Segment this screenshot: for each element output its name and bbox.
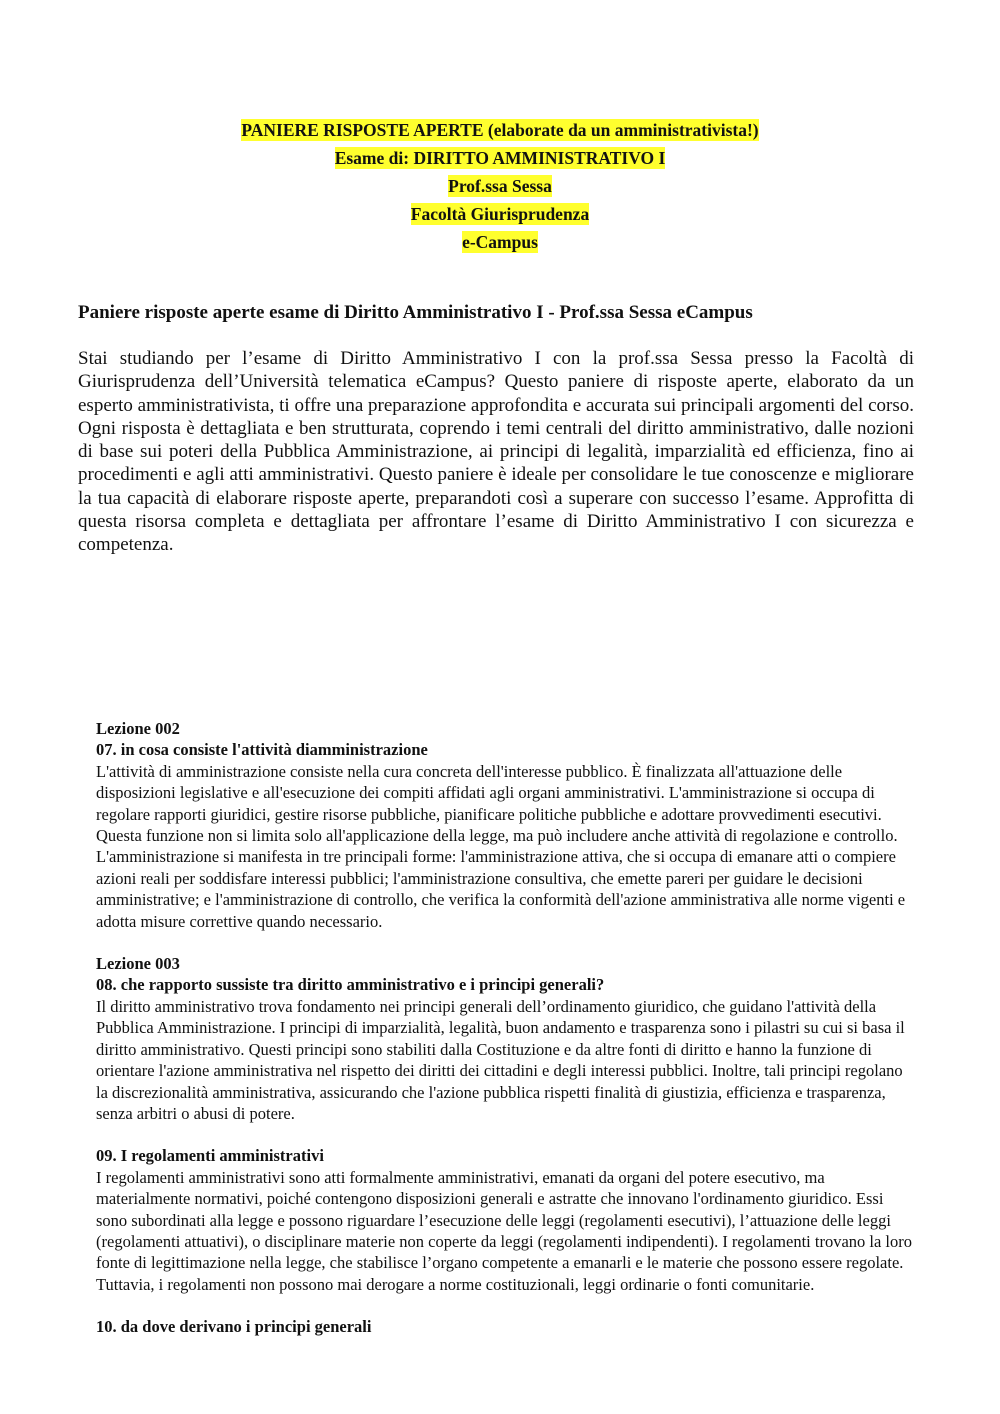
question-title: 08. che rapporto sussiste tra diritto amministrativo e i principi generali? (96, 975, 605, 995)
document-header (0, 116, 1000, 256)
answer-text: Il diritto amministrativo trova fondamento nei principi generali dell’ordinamento giuridico, che guidano l'attività della Pubblica Amministrazione. I principi di imparzialità, legalità, buon andamento e trasparenza sono i pilastri su cui si basa il diritto amministrativo. Questi principi sono stabiliti dalla Costituzione e da altre fonti di diritto e hanno la funzione di orientare l'azione amministrativa nel rispetto dei diritti dei cittadini e degli interessi pubblici. Inoltre, tali principi regolano la discrezionalità amministrativa, assicurando che l'azione pubblica rispetti finalità di giustizia, efficienza e trasparenza, senza arbitri o abusi di potere. (96, 996, 905, 1123)
intro-title: Paniere risposte aperte esame di Diritto Amministrativo I - Prof.ssa Sessa eCampus (78, 302, 753, 323)
lesson-label: Lezione 002 (96, 719, 180, 738)
question-title: 09. I regolamenti amministrativi (96, 1146, 324, 1166)
header-line-faculty: Facoltà Giurisprudenza (410, 204, 590, 224)
answer-text: L'attività di amministrazione consiste nella cura concreta dell'interesse pubblico. È finalizzata all'attuazione delle disposizioni legislative e all'esecuzione dei compiti affidati agli organi amministrativi. L'amministrazione si occupa di regolare rapporti giuridici, gestire risorse pubbliche, pianificare politiche pubbliche e adottare provvedimenti esecutivi. Questa funzione non si limita solo all'applicazione della legge, ma può includere anche attività di regolazione e controllo. L'amministrazione si manifesta in tre principali forme: l'amministrazione attiva, che si occupa di emanare atti o compiere azioni reali per soddisfare interessi pubblici; l'amministrazione consultiva, che emette pareri per guidare le decisioni amministrative; e l'amministrazione di controllo, che verifica la conformità dell'azione amministrativa alle norme vigenti e adotta misure correttive quando necessario. (96, 761, 906, 931)
intro-paragraph: Stai studiando per l’esame di Diritto Amministrativo I con la prof.ssa Sessa presso la Facoltà di Giurisprudenza dell’Università telematica eCampus? Questo paniere di risposte aperte, elaborato da un esperto amministrativista, ti offre una preparazione approfondita e accurata sui principali argomenti del corso. Ogni risposta è dettagliata e ben strutturata, coprendo i temi centrali del diritto amministrativo, dalle nozioni di base sui poteri della Pubblica Amministrazione, ai principi di legalità, imparzialità ed efficienza, fino ai procedimenti e agli atti amministrativi. Questo paniere è ideale per consolidare le tue conoscenze e migliorare la tua capacità di elaborare risposte aperte, preparandoti così a superare con successo l’esame. Approfitta di questa risorsa completa e dettagliata per affrontare l’esame di Diritto Amministrativo I con sicurezza e competenza. (78, 348, 914, 556)
answer-text: I regolamenti amministrativi sono atti formalmente amministrativi, emanati da organi del potere esecutivo, ma materialmente normativi, poiché contengono disposizioni generali e astratte che innovano l'ordinamento giuridico. Essi sono subordinati alla legge e possono riguardare l’esecuzione delle leggi (regolamenti esecutivi), l’attuazione delle leggi (regolamenti attuativi), o disciplinare materie non coperte da leggi (regolamenti indipendenti). I regolamenti trovano la loro fonte di legittimazione nella legge, che stabilisce l’organo competente a emanarli e le materie che possono essere regolate. Tuttavia, i regolamenti non possono mai derogare a norme costituzionali, leggi ordinarie o fonti comunitarie. (96, 1167, 913, 1294)
lessons-section (96, 718, 916, 1338)
header-line-university: e-Campus (462, 232, 538, 252)
header-line-professor: Prof.ssa Sessa (448, 176, 552, 196)
lesson-label: Lezione 003 (96, 954, 180, 974)
header-line-title: PANIERE RISPOSTE APERTE (elaborate da un amministrativista!) (241, 120, 759, 140)
header-line-exam: Esame di: DIRITTO AMMINISTRATIVO I (334, 148, 666, 168)
question-title: 07. in cosa consiste l'attività diamministrazione (96, 740, 428, 760)
question-title: 10. da dove derivano i principi generali (96, 1317, 372, 1337)
